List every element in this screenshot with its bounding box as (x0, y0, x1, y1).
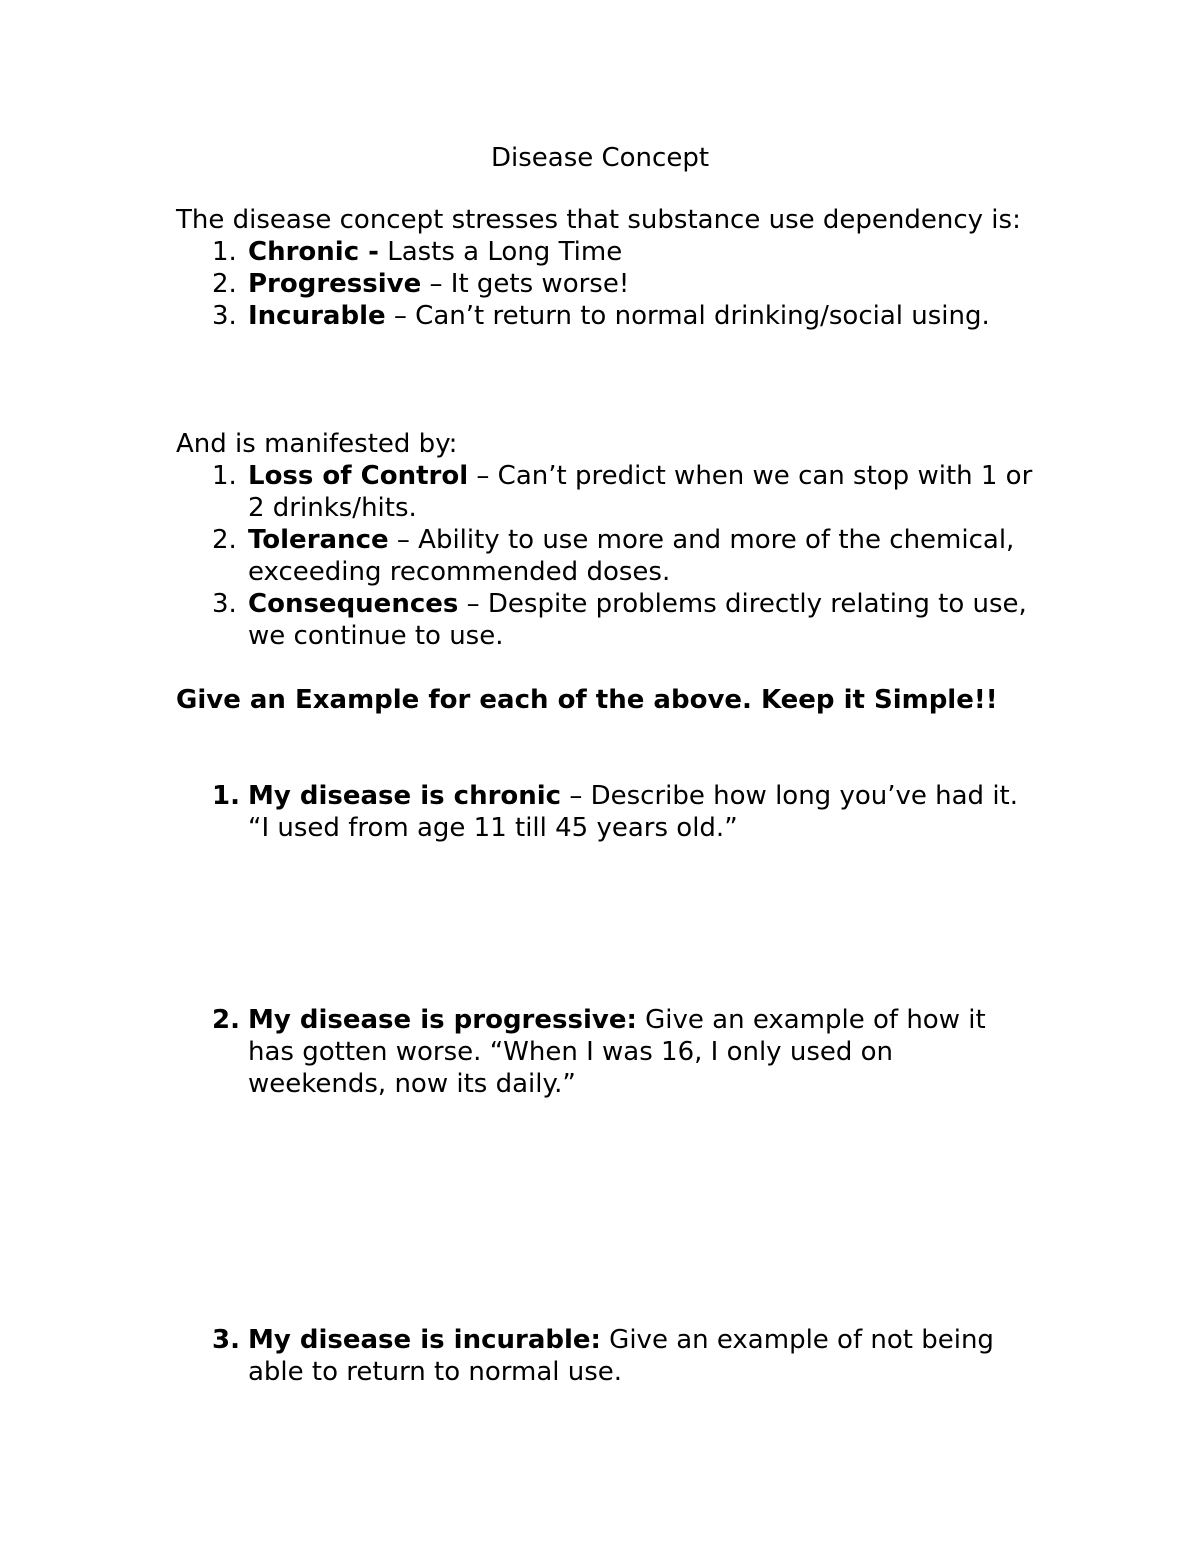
description: Lasts a Long Time (378, 237, 623, 267)
document-title: Disease Concept (490, 143, 710, 173)
manifest-section (176, 428, 1036, 652)
question-progressive (176, 1004, 1036, 1100)
description: – Ability to use more and more of the chemical, exceeding recommended doses. (248, 525, 1015, 587)
question-chronic (176, 780, 1036, 844)
question-row (176, 1004, 1036, 1100)
description: Give an example of how it has gotten worse. “When I was 16, I only used on weekends, now its daily.” (248, 1005, 986, 1099)
question-row (176, 780, 1036, 844)
manifest-item-loss-of-control (176, 460, 1036, 524)
description: – Can’t predict when we can stop with 1 or 2 drinks/hits. (248, 461, 1033, 523)
list-number: 2. (212, 1005, 240, 1035)
concept-item-chronic (176, 236, 1036, 268)
list-number: 1. (212, 781, 240, 811)
term: Progressive (248, 269, 422, 299)
term: Chronic - (248, 237, 379, 267)
term: Incurable (248, 301, 386, 331)
term: Loss of Control (248, 461, 469, 491)
question-row (176, 1324, 1036, 1388)
term: My disease is chronic (248, 781, 562, 811)
question-incurable (176, 1324, 1036, 1388)
list-number: 3. (212, 589, 237, 619)
instruction-text: Give an Example for each of the above. Keep it Simple!! (176, 685, 998, 715)
term: Consequences (248, 589, 459, 619)
term: My disease is incurable: (248, 1325, 601, 1355)
list-number: 3. (212, 1325, 240, 1355)
term: Tolerance (248, 525, 389, 555)
list-number: 1. (212, 237, 237, 267)
list-number: 1. (212, 461, 237, 491)
description: – Despite problems directly relating to use, we continue to use. (248, 589, 1027, 651)
manifest-item-tolerance (176, 524, 1036, 588)
concept-section (176, 204, 1036, 332)
manifest-intro-text: And is manifested by: (176, 429, 458, 459)
instruction-heading (176, 684, 1036, 716)
concept-item-progressive (176, 268, 1036, 300)
term: My disease is progressive: (248, 1005, 637, 1035)
intro-text: The disease concept stresses that substance use dependency is: (176, 205, 1021, 235)
description: – Can’t return to normal drinking/social using. (385, 301, 990, 331)
list-number: 2. (212, 269, 237, 299)
description: Give an example of not being able to return to normal use. (248, 1325, 994, 1387)
list-number: 2. (212, 525, 237, 555)
manifest-item-consequences (176, 588, 1036, 652)
description: – Describe how long you’ve had it. “I used from age 11 till 45 years old.” (248, 781, 1018, 843)
description: – It gets worse! (421, 269, 630, 299)
list-number: 3. (212, 301, 237, 331)
concept-item-incurable (176, 300, 1036, 332)
